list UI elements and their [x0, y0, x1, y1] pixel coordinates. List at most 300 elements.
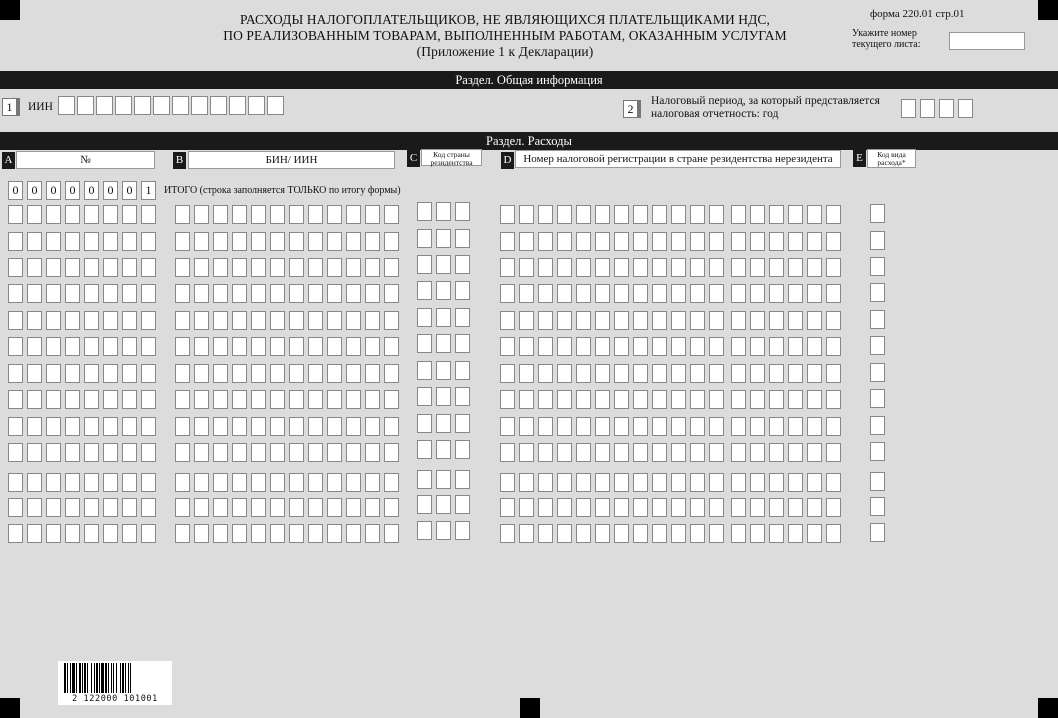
col-d-cell[interactable]	[731, 205, 746, 224]
col-a-cell[interactable]	[46, 337, 61, 356]
col-d-cell[interactable]	[519, 232, 534, 251]
col-b-cell[interactable]	[270, 417, 285, 436]
col-b-cell[interactable]	[327, 364, 342, 383]
col-b-cell[interactable]	[327, 232, 342, 251]
col-d-cell[interactable]	[709, 311, 724, 330]
col-b-cell[interactable]	[308, 443, 323, 462]
col-a-cell[interactable]	[122, 258, 137, 277]
col-b-cell[interactable]	[346, 473, 361, 492]
col-b-cell[interactable]	[194, 524, 209, 543]
iin-digit-cell[interactable]	[248, 96, 265, 115]
col-b-cell[interactable]	[270, 364, 285, 383]
col-d-cell[interactable]	[652, 284, 667, 303]
col-b-cell[interactable]	[365, 284, 380, 303]
col-d-cell[interactable]	[731, 473, 746, 492]
col-b-cell[interactable]	[194, 390, 209, 409]
col-b-cell[interactable]	[365, 311, 380, 330]
col-a-cell[interactable]	[141, 390, 156, 409]
col-d-cell[interactable]	[576, 417, 591, 436]
col-c-cell[interactable]	[455, 414, 470, 433]
col-b-cell[interactable]	[289, 390, 304, 409]
col-d-cell[interactable]	[652, 311, 667, 330]
col-d-cell[interactable]	[557, 232, 572, 251]
col-d-cell[interactable]	[731, 417, 746, 436]
tax-year-digit-cell[interactable]	[920, 99, 935, 118]
col-b-cell[interactable]	[213, 205, 228, 224]
col-d-cell[interactable]	[652, 232, 667, 251]
col-b-cell[interactable]	[346, 524, 361, 543]
col-d-cell[interactable]	[709, 390, 724, 409]
col-d-cell[interactable]	[633, 524, 648, 543]
col-c-cell[interactable]	[417, 495, 432, 514]
col-d-cell[interactable]	[519, 205, 534, 224]
col-d-cell[interactable]	[500, 417, 515, 436]
col-d-cell[interactable]	[671, 337, 686, 356]
col-b-cell[interactable]	[327, 473, 342, 492]
col-d-cell[interactable]	[731, 364, 746, 383]
col-d-cell[interactable]	[709, 284, 724, 303]
col-b-cell[interactable]	[270, 473, 285, 492]
col-d-cell[interactable]	[807, 443, 822, 462]
col-a-cell[interactable]	[8, 232, 23, 251]
col-e-cell[interactable]	[870, 204, 885, 223]
col-d-cell[interactable]	[731, 390, 746, 409]
col-d-cell[interactable]	[614, 417, 629, 436]
col-d-cell[interactable]	[769, 417, 784, 436]
col-d-cell[interactable]	[826, 443, 841, 462]
col-a-cell[interactable]	[65, 524, 80, 543]
col-d-cell[interactable]	[769, 258, 784, 277]
col-d-cell[interactable]	[709, 443, 724, 462]
col-a-cell[interactable]	[65, 498, 80, 517]
col-d-cell[interactable]	[614, 524, 629, 543]
col-b-cell[interactable]	[213, 232, 228, 251]
col-d-cell[interactable]	[576, 311, 591, 330]
col-a-cell[interactable]	[84, 232, 99, 251]
col-a-cell[interactable]	[141, 498, 156, 517]
col-b-cell[interactable]	[384, 284, 399, 303]
col-b-cell[interactable]	[346, 258, 361, 277]
col-a-cell[interactable]	[27, 524, 42, 543]
col-a-cell[interactable]	[141, 524, 156, 543]
col-a-cell[interactable]	[8, 473, 23, 492]
col-d-cell[interactable]	[788, 311, 803, 330]
col-b-cell[interactable]	[213, 258, 228, 277]
col-b-cell[interactable]	[365, 205, 380, 224]
col-a-cell[interactable]	[65, 205, 80, 224]
col-b-cell[interactable]	[346, 364, 361, 383]
col-b-cell[interactable]	[213, 364, 228, 383]
col-d-cell[interactable]	[500, 311, 515, 330]
col-b-cell[interactable]	[384, 443, 399, 462]
col-b-cell[interactable]	[308, 311, 323, 330]
col-d-cell[interactable]	[750, 390, 765, 409]
col-b-cell[interactable]	[365, 498, 380, 517]
col-d-cell[interactable]	[576, 390, 591, 409]
col-d-cell[interactable]	[614, 390, 629, 409]
col-d-cell[interactable]	[826, 524, 841, 543]
col-c-cell[interactable]	[455, 255, 470, 274]
col-a-cell[interactable]	[141, 258, 156, 277]
col-d-cell[interactable]	[633, 417, 648, 436]
col-d-cell[interactable]	[788, 364, 803, 383]
col-b-cell[interactable]	[384, 205, 399, 224]
col-d-cell[interactable]	[576, 524, 591, 543]
col-b-cell[interactable]	[384, 498, 399, 517]
col-c-cell[interactable]	[455, 308, 470, 327]
col-b-cell[interactable]	[232, 284, 247, 303]
iin-digit-cell[interactable]	[172, 96, 189, 115]
col-b-cell[interactable]	[346, 337, 361, 356]
col-b-cell[interactable]	[232, 473, 247, 492]
col-d-cell[interactable]	[595, 205, 610, 224]
col-d-cell[interactable]	[690, 337, 705, 356]
col-d-cell[interactable]	[807, 524, 822, 543]
col-b-cell[interactable]	[308, 417, 323, 436]
col-d-cell[interactable]	[750, 337, 765, 356]
col-b-cell[interactable]	[194, 311, 209, 330]
col-b-cell[interactable]	[270, 258, 285, 277]
col-d-cell[interactable]	[538, 205, 553, 224]
col-d-cell[interactable]	[826, 258, 841, 277]
col-c-cell[interactable]	[417, 202, 432, 221]
col-d-cell[interactable]	[750, 417, 765, 436]
col-b-cell[interactable]	[327, 524, 342, 543]
col-d-cell[interactable]	[769, 524, 784, 543]
col-a-cell[interactable]	[122, 390, 137, 409]
col-d-cell[interactable]	[731, 311, 746, 330]
col-b-cell[interactable]	[270, 337, 285, 356]
col-d-cell[interactable]	[557, 443, 572, 462]
col-b-cell[interactable]	[289, 364, 304, 383]
col-a-cell[interactable]	[141, 284, 156, 303]
col-c-cell[interactable]	[436, 470, 451, 489]
col-b-cell[interactable]	[308, 337, 323, 356]
col-d-cell[interactable]	[690, 390, 705, 409]
col-d-cell[interactable]	[595, 311, 610, 330]
col-b-cell[interactable]	[346, 232, 361, 251]
col-d-cell[interactable]	[690, 284, 705, 303]
col-a-cell[interactable]	[46, 443, 61, 462]
col-e-cell[interactable]	[870, 389, 885, 408]
col-c-cell[interactable]	[436, 202, 451, 221]
col-a-cell[interactable]	[27, 205, 42, 224]
col-d-cell[interactable]	[788, 205, 803, 224]
col-a-cell[interactable]	[141, 232, 156, 251]
col-b-cell[interactable]	[270, 390, 285, 409]
col-a-cell[interactable]	[84, 364, 99, 383]
col-d-cell[interactable]	[826, 417, 841, 436]
col-d-cell[interactable]	[690, 443, 705, 462]
col-d-cell[interactable]	[538, 284, 553, 303]
col-d-cell[interactable]	[731, 258, 746, 277]
col-b-cell[interactable]	[346, 284, 361, 303]
col-d-cell[interactable]	[576, 337, 591, 356]
col-c-cell[interactable]	[436, 229, 451, 248]
col-d-cell[interactable]	[709, 524, 724, 543]
col-e-cell[interactable]	[870, 416, 885, 435]
col-d-cell[interactable]	[633, 205, 648, 224]
col-b-cell[interactable]	[251, 524, 266, 543]
col-b-cell[interactable]	[175, 232, 190, 251]
col-d-cell[interactable]	[826, 473, 841, 492]
col-a-cell[interactable]	[27, 258, 42, 277]
col-a-cell[interactable]	[27, 232, 42, 251]
col-b-cell[interactable]	[251, 311, 266, 330]
col-b-cell[interactable]	[289, 311, 304, 330]
col-d-cell[interactable]	[769, 337, 784, 356]
col-d-cell[interactable]	[576, 443, 591, 462]
iin-digit-cell[interactable]	[58, 96, 75, 115]
col-b-cell[interactable]	[175, 205, 190, 224]
col-b-cell[interactable]	[308, 232, 323, 251]
col-a-cell[interactable]	[122, 337, 137, 356]
col-d-cell[interactable]	[652, 258, 667, 277]
col-b-cell[interactable]	[365, 337, 380, 356]
col-d-cell[interactable]	[633, 311, 648, 330]
col-b-cell[interactable]	[384, 232, 399, 251]
col-b-cell[interactable]	[194, 443, 209, 462]
col-b-cell[interactable]	[308, 284, 323, 303]
col-d-cell[interactable]	[595, 443, 610, 462]
col-d-cell[interactable]	[557, 473, 572, 492]
col-d-cell[interactable]	[807, 364, 822, 383]
col-d-cell[interactable]	[731, 337, 746, 356]
col-d-cell[interactable]	[652, 364, 667, 383]
col-d-cell[interactable]	[807, 205, 822, 224]
col-b-cell[interactable]	[346, 311, 361, 330]
col-c-cell[interactable]	[436, 308, 451, 327]
col-c-cell[interactable]	[417, 387, 432, 406]
col-d-cell[interactable]	[614, 364, 629, 383]
col-d-cell[interactable]	[671, 364, 686, 383]
col-a-cell[interactable]	[46, 417, 61, 436]
col-c-cell[interactable]	[436, 495, 451, 514]
col-b-cell[interactable]	[251, 364, 266, 383]
col-b-cell[interactable]	[289, 337, 304, 356]
col-a-cell[interactable]	[65, 311, 80, 330]
col-b-cell[interactable]	[384, 417, 399, 436]
col-a-cell[interactable]	[46, 311, 61, 330]
col-a-cell[interactable]	[103, 443, 118, 462]
col-d-cell[interactable]	[614, 443, 629, 462]
col-d-cell[interactable]	[576, 364, 591, 383]
col-d-cell[interactable]	[750, 284, 765, 303]
col-b-cell[interactable]	[346, 498, 361, 517]
col-b-cell[interactable]	[232, 390, 247, 409]
col-d-cell[interactable]	[519, 390, 534, 409]
col-b-cell[interactable]	[327, 311, 342, 330]
col-a-cell[interactable]	[84, 337, 99, 356]
col-b-cell[interactable]	[308, 524, 323, 543]
col-a-cell[interactable]	[8, 311, 23, 330]
col-d-cell[interactable]	[595, 258, 610, 277]
col-d-cell[interactable]	[709, 258, 724, 277]
col-d-cell[interactable]	[750, 498, 765, 517]
col-d-cell[interactable]	[690, 417, 705, 436]
col-a-cell[interactable]	[141, 417, 156, 436]
col-d-cell[interactable]	[769, 284, 784, 303]
col-c-cell[interactable]	[455, 361, 470, 380]
col-b-cell[interactable]	[175, 337, 190, 356]
col-a-cell[interactable]	[122, 498, 137, 517]
col-b-cell[interactable]	[289, 258, 304, 277]
col-d-cell[interactable]	[538, 232, 553, 251]
col-a-cell[interactable]	[122, 364, 137, 383]
col-d-cell[interactable]	[633, 364, 648, 383]
col-d-cell[interactable]	[709, 205, 724, 224]
col-a-cell[interactable]	[8, 205, 23, 224]
col-d-cell[interactable]	[633, 498, 648, 517]
col-a-cell[interactable]	[103, 524, 118, 543]
col-c-cell[interactable]	[417, 281, 432, 300]
col-c-cell[interactable]	[417, 361, 432, 380]
col-d-cell[interactable]	[614, 498, 629, 517]
col-d-cell[interactable]	[557, 311, 572, 330]
col-a-cell[interactable]	[103, 232, 118, 251]
col-c-cell[interactable]	[455, 495, 470, 514]
col-d-cell[interactable]	[538, 443, 553, 462]
col-d-cell[interactable]	[788, 524, 803, 543]
col-a-cell[interactable]	[65, 284, 80, 303]
col-d-cell[interactable]	[671, 473, 686, 492]
col-c-cell[interactable]	[455, 334, 470, 353]
col-d-cell[interactable]	[826, 337, 841, 356]
col-e-cell[interactable]	[870, 523, 885, 542]
col-d-cell[interactable]	[538, 417, 553, 436]
col-d-cell[interactable]	[807, 258, 822, 277]
col-b-cell[interactable]	[327, 205, 342, 224]
col-a-cell[interactable]	[122, 473, 137, 492]
col-b-cell[interactable]	[175, 473, 190, 492]
col-b-cell[interactable]	[270, 524, 285, 543]
col-d-cell[interactable]	[500, 364, 515, 383]
col-d-cell[interactable]	[500, 258, 515, 277]
col-d-cell[interactable]	[671, 498, 686, 517]
col-a-cell[interactable]	[8, 337, 23, 356]
col-b-cell[interactable]	[270, 498, 285, 517]
col-c-cell[interactable]	[455, 440, 470, 459]
col-d-cell[interactable]	[652, 337, 667, 356]
col-d-cell[interactable]	[709, 337, 724, 356]
col-c-cell[interactable]	[436, 387, 451, 406]
col-b-cell[interactable]	[213, 498, 228, 517]
col-a-cell[interactable]	[122, 232, 137, 251]
col-d-cell[interactable]	[614, 473, 629, 492]
col-a-cell[interactable]	[8, 364, 23, 383]
col-d-cell[interactable]	[557, 284, 572, 303]
col-a-cell[interactable]	[27, 417, 42, 436]
col-d-cell[interactable]	[826, 390, 841, 409]
col-b-cell[interactable]	[365, 473, 380, 492]
col-d-cell[interactable]	[614, 284, 629, 303]
col-d-cell[interactable]	[769, 498, 784, 517]
iin-digit-cell[interactable]	[210, 96, 227, 115]
col-b-cell[interactable]	[270, 205, 285, 224]
col-d-cell[interactable]	[807, 498, 822, 517]
col-b-cell[interactable]	[194, 337, 209, 356]
col-b-cell[interactable]	[251, 232, 266, 251]
col-c-cell[interactable]	[436, 255, 451, 274]
col-a-cell[interactable]	[103, 337, 118, 356]
col-b-cell[interactable]	[289, 232, 304, 251]
col-a-cell[interactable]	[84, 524, 99, 543]
col-d-cell[interactable]	[671, 390, 686, 409]
col-b-cell[interactable]	[194, 473, 209, 492]
col-d-cell[interactable]	[769, 390, 784, 409]
col-b-cell[interactable]	[327, 337, 342, 356]
col-a-cell[interactable]	[27, 311, 42, 330]
col-d-cell[interactable]	[595, 390, 610, 409]
col-d-cell[interactable]	[769, 232, 784, 251]
col-b-cell[interactable]	[251, 443, 266, 462]
col-c-cell[interactable]	[455, 387, 470, 406]
col-d-cell[interactable]	[690, 524, 705, 543]
col-d-cell[interactable]	[500, 443, 515, 462]
col-d-cell[interactable]	[500, 205, 515, 224]
col-a-cell[interactable]	[103, 364, 118, 383]
col-a-cell[interactable]	[46, 524, 61, 543]
col-a-cell[interactable]	[103, 498, 118, 517]
col-a-cell[interactable]	[65, 232, 80, 251]
col-d-cell[interactable]	[614, 258, 629, 277]
col-a-cell[interactable]	[46, 258, 61, 277]
col-a-cell[interactable]	[65, 390, 80, 409]
col-d-cell[interactable]	[652, 473, 667, 492]
col-a-cell[interactable]	[27, 473, 42, 492]
col-b-cell[interactable]	[289, 284, 304, 303]
col-b-cell[interactable]	[251, 258, 266, 277]
col-b-cell[interactable]	[365, 364, 380, 383]
col-d-cell[interactable]	[614, 337, 629, 356]
col-a-cell[interactable]	[84, 443, 99, 462]
col-d-cell[interactable]	[557, 258, 572, 277]
col-b-cell[interactable]	[213, 524, 228, 543]
col-a-cell[interactable]	[46, 473, 61, 492]
col-a-cell[interactable]	[141, 205, 156, 224]
col-d-cell[interactable]	[652, 498, 667, 517]
col-b-cell[interactable]	[308, 498, 323, 517]
col-d-cell[interactable]	[709, 417, 724, 436]
col-d-cell[interactable]	[614, 205, 629, 224]
col-d-cell[interactable]	[750, 443, 765, 462]
col-b-cell[interactable]	[327, 390, 342, 409]
col-d-cell[interactable]	[519, 498, 534, 517]
col-a-cell[interactable]	[27, 390, 42, 409]
col-b-cell[interactable]	[213, 417, 228, 436]
col-e-cell[interactable]	[870, 497, 885, 516]
col-a-cell[interactable]	[8, 443, 23, 462]
col-a-cell[interactable]	[103, 473, 118, 492]
col-d-cell[interactable]	[595, 337, 610, 356]
col-a-cell[interactable]	[122, 524, 137, 543]
col-e-cell[interactable]	[870, 310, 885, 329]
col-d-cell[interactable]	[807, 417, 822, 436]
col-c-cell[interactable]	[417, 229, 432, 248]
col-d-cell[interactable]	[750, 524, 765, 543]
col-d-cell[interactable]	[519, 337, 534, 356]
col-d-cell[interactable]	[788, 473, 803, 492]
col-b-cell[interactable]	[289, 498, 304, 517]
col-d-cell[interactable]	[595, 364, 610, 383]
col-d-cell[interactable]	[807, 337, 822, 356]
iin-digit-cell[interactable]	[134, 96, 151, 115]
col-d-cell[interactable]	[807, 284, 822, 303]
col-b-cell[interactable]	[289, 524, 304, 543]
col-b-cell[interactable]	[308, 364, 323, 383]
col-a-cell[interactable]	[141, 473, 156, 492]
col-a-cell[interactable]	[122, 417, 137, 436]
